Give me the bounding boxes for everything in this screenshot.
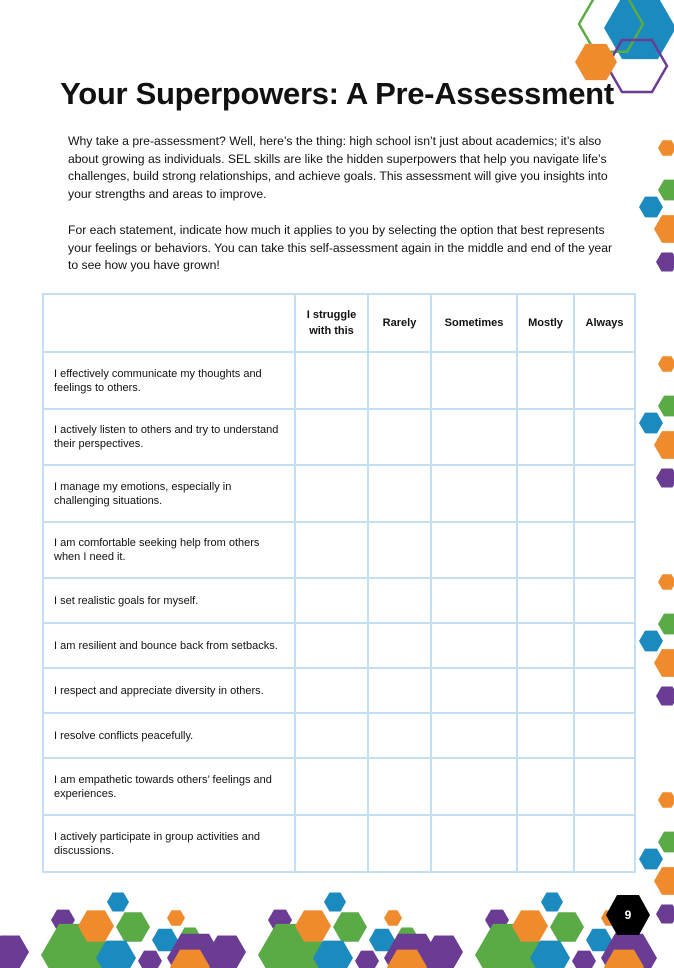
statement-cell: I am comfortable seeking help from others when I need it. (43, 522, 295, 578)
intro-paragraph-2: For each statement, indicate how much it applies to you by selecting the option that best represents your feelings or behaviors. You can take this self-assessment again in the middle and end of the year to see how you have grown! (68, 223, 613, 273)
option-cell-struggle[interactable] (295, 522, 368, 578)
option-cell-always[interactable] (574, 815, 635, 872)
option-cell-always[interactable] (574, 713, 635, 758)
statement-cell: I am empathetic towards others’ feelings and experiences. (43, 758, 295, 815)
hexagon-shape (654, 431, 674, 459)
option-cell-struggle[interactable] (295, 713, 368, 758)
option-cell-sometimes[interactable] (431, 815, 517, 872)
column-header-struggle: I struggle with this (295, 294, 368, 352)
table-row (43, 352, 635, 409)
table-row (43, 578, 635, 623)
hexagon-shape (658, 792, 674, 808)
hexagon-shape (656, 904, 674, 923)
column-header-statement (43, 294, 295, 352)
statement-cell: I actively participate in group activities and discussions. (43, 815, 295, 872)
hexagon-shape (639, 849, 663, 870)
page-title: Your Superpowers: A Pre-Assessment (60, 76, 614, 111)
hexagon-shape (654, 215, 674, 243)
statement-cell: I effectively communicate my thoughts and feelings to others. (43, 352, 295, 409)
statement-cell: I resolve conflicts peacefully. (43, 713, 295, 758)
option-cell-always[interactable] (574, 578, 635, 623)
option-cell-rarely[interactable] (368, 815, 431, 872)
hexagon-shape (658, 356, 674, 372)
option-cell-rarely[interactable] (368, 578, 431, 623)
hexagon-shape (658, 140, 674, 156)
hexagon-shape (384, 910, 402, 926)
option-cell-sometimes[interactable] (431, 713, 517, 758)
assessment-table (42, 293, 636, 873)
table-row (43, 668, 635, 713)
hexagon-shape (658, 574, 674, 590)
option-cell-sometimes[interactable] (431, 465, 517, 522)
table-row (43, 815, 635, 872)
statement-cell: I am resilient and bounce back from setbacks. (43, 623, 295, 668)
hexagon-shape (138, 951, 162, 968)
option-cell-always[interactable] (574, 758, 635, 815)
option-cell-rarely[interactable] (368, 668, 431, 713)
option-cell-rarely[interactable] (368, 713, 431, 758)
hexagon-shape (639, 413, 663, 434)
column-header-rarely: Rarely (368, 294, 431, 352)
hexagon-shape (658, 396, 674, 417)
hexagon-shape (639, 197, 663, 218)
hexagon-shape (355, 951, 379, 968)
table-row (43, 758, 635, 815)
option-cell-sometimes[interactable] (431, 522, 517, 578)
statement-cell: I respect and appreciate diversity in others. (43, 668, 295, 713)
statement-cell: I set realistic goals for myself. (43, 578, 295, 623)
option-cell-sometimes[interactable] (431, 578, 517, 623)
option-cell-mostly[interactable] (517, 668, 574, 713)
option-cell-rarely[interactable] (368, 623, 431, 668)
table-row (43, 465, 635, 522)
option-cell-mostly[interactable] (517, 758, 574, 815)
option-cell-sometimes[interactable] (431, 409, 517, 465)
option-cell-rarely[interactable] (368, 465, 431, 522)
column-header-mostly: Mostly (517, 294, 574, 352)
option-cell-mostly[interactable] (517, 578, 574, 623)
intro-paragraph-1: Why take a pre-assessment? Well, here’s the thing: high school isn’t just about academics; it’s also about growing as individuals. SEL skills are like the hidden superpowers that help you navigate life’s challenges, build strong relationships, and achieve goals. This assessment will give you insights into your strengths and areas to improve. (68, 134, 608, 201)
option-cell-always[interactable] (574, 465, 635, 522)
option-cell-rarely[interactable] (368, 409, 431, 465)
hexagon-shape (572, 951, 596, 968)
option-cell-struggle[interactable] (295, 409, 368, 465)
option-cell-struggle[interactable] (295, 815, 368, 872)
hexagon-shape (654, 649, 674, 677)
hexagon-shape (658, 180, 674, 201)
option-cell-rarely[interactable] (368, 758, 431, 815)
option-cell-rarely[interactable] (368, 522, 431, 578)
option-cell-always[interactable] (574, 522, 635, 578)
hexagon-shape (333, 912, 367, 941)
table-row (43, 623, 635, 668)
hexagon-shape (639, 631, 663, 652)
hexagon-shape (658, 832, 674, 853)
option-cell-sometimes[interactable] (431, 758, 517, 815)
option-cell-mostly[interactable] (517, 623, 574, 668)
option-cell-sometimes[interactable] (431, 623, 517, 668)
statement-cell: I manage my emotions, especially in challenging situations. (43, 465, 295, 522)
option-cell-always[interactable] (574, 668, 635, 713)
column-header-sometimes: Sometimes (431, 294, 517, 352)
table-row (43, 522, 635, 578)
hexagon-shape (656, 468, 674, 487)
hexagon-shape (654, 867, 674, 895)
option-cell-sometimes[interactable] (431, 352, 517, 409)
option-cell-struggle[interactable] (295, 578, 368, 623)
hexagon-shape (167, 910, 185, 926)
hexagon-shape (107, 892, 129, 911)
option-cell-sometimes[interactable] (431, 668, 517, 713)
hexagon-shape (656, 686, 674, 705)
option-cell-mostly[interactable] (517, 713, 574, 758)
hexagon-shape (116, 912, 150, 941)
hexagon-shape (656, 252, 674, 271)
option-cell-rarely[interactable] (368, 352, 431, 409)
page-number: 9 (624, 908, 632, 922)
option-cell-mostly[interactable] (517, 815, 574, 872)
option-cell-struggle[interactable] (295, 668, 368, 713)
option-cell-always[interactable] (574, 623, 635, 668)
hexagon-shape (658, 614, 674, 635)
table-row (43, 713, 635, 758)
option-cell-mostly[interactable] (517, 409, 574, 465)
option-cell-struggle[interactable] (295, 465, 368, 522)
option-cell-mostly[interactable] (517, 352, 574, 409)
option-cell-struggle[interactable] (295, 352, 368, 409)
option-cell-struggle[interactable] (295, 758, 368, 815)
hexagon-shape (324, 892, 346, 911)
column-header-always: Always (574, 294, 635, 352)
option-cell-mostly[interactable] (517, 522, 574, 578)
table-header-row (43, 294, 635, 352)
option-cell-always[interactable] (574, 409, 635, 465)
option-cell-struggle[interactable] (295, 623, 368, 668)
hexagon-shape (0, 936, 29, 968)
hexagon-shape (550, 912, 584, 941)
hexagon-shape (541, 892, 563, 911)
table-row (43, 409, 635, 465)
statement-cell: I actively listen to others and try to understand their perspectives. (43, 409, 295, 465)
option-cell-always[interactable] (574, 352, 635, 409)
option-cell-mostly[interactable] (517, 465, 574, 522)
